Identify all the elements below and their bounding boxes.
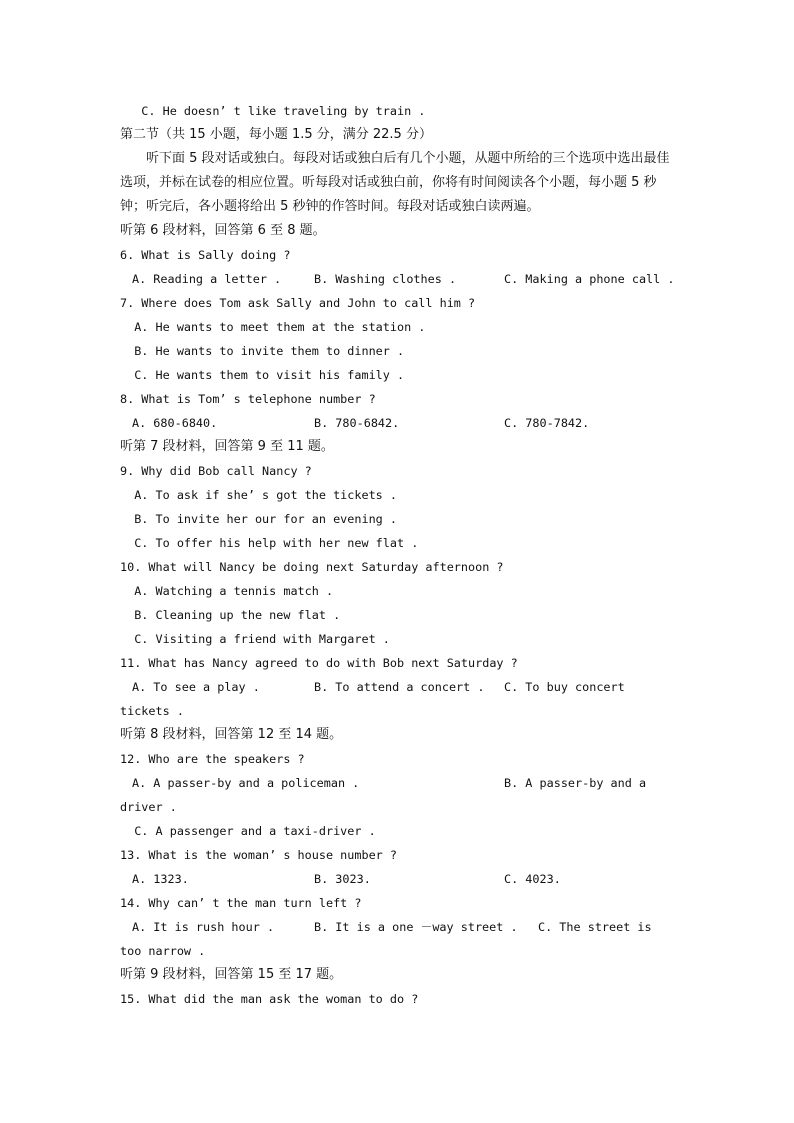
question-13: 13. What is the woman’ s house number ?: [120, 848, 397, 862]
q10-option-a: A. Watching a tennis match .: [120, 584, 334, 598]
question-15: 15. What did the man ask the woman to do ?: [120, 992, 419, 1006]
instructions-paragraph: 听下面 5 段对话或独白。每段对话或独白后有几个小题，从题中所给的三个选项中选出最佳选项，并标在试卷的相应位置。听每段对话或独白前，你将有时间阅读各个小题，每小题 5 秒钟；听完后，各小题将给出 5 秒钟的作答时间。每段对话或独白读两遍。: [120, 151, 670, 214]
question-6-options: [120, 267, 680, 291]
q12-option-b-continued: driver .: [120, 800, 177, 814]
q13-option-c: C. 4023.: [504, 872, 561, 886]
q13-option-b: B. 3023.: [314, 872, 371, 886]
q12-option-b: B. A passer-by and a: [504, 776, 647, 790]
q12-option-c: C. A passenger and a taxi-driver .: [120, 824, 376, 838]
question-11-options: [120, 675, 680, 699]
question-13-options: [120, 867, 680, 891]
q9-option-b: B. To invite her our for an evening .: [120, 512, 397, 526]
q7-option-b: B. He wants to invite them to dinner .: [120, 344, 405, 358]
question-10: 10. What will Nancy be doing next Saturday afternoon ?: [120, 560, 504, 574]
q10-option-c: C. Visiting a friend with Margaret .: [120, 632, 390, 646]
q14-option-a: A. It is rush hour .: [132, 920, 275, 934]
question-9: 9. Why did Bob call Nancy ?: [120, 464, 312, 478]
question-11: 11. What has Nancy agreed to do with Bob next Saturday ?: [120, 656, 518, 670]
question-8-options: [120, 411, 680, 435]
q5-option-c: C. He doesn’ t like traveling by train .: [120, 104, 426, 118]
q12-option-a: A. A passer-by and a policeman .: [132, 776, 360, 790]
q11-option-b: B. To attend a concert .: [314, 680, 485, 694]
q6-option-b: B. Washing clothes .: [314, 272, 457, 286]
question-14-options: [120, 915, 680, 939]
q11-option-c: C. To buy concert: [504, 680, 625, 694]
q7-option-c: C. He wants them to visit his family .: [120, 368, 405, 382]
material-8-header: 听第 8 段材料，回答第 12 至 14 题。: [120, 727, 343, 742]
question-8: 8. What is Tom’ s telephone number ?: [120, 392, 376, 406]
material-7-header: 听第 7 段材料，回答第 9 至 11 题。: [120, 439, 334, 454]
question-12: 12. Who are the speakers ?: [120, 752, 305, 766]
q9-option-c: C. To offer his help with her new flat .: [120, 536, 419, 550]
material-6-header: 听第 6 段材料，回答第 6 至 8 题。: [120, 223, 326, 238]
q7-option-a: A. He wants to meet them at the station .: [120, 320, 426, 334]
q11-option-a: A. To see a play .: [132, 680, 260, 694]
q8-option-c: C. 780-7842.: [504, 416, 590, 430]
q11-option-c-continued: tickets .: [120, 704, 184, 718]
q9-option-a: A. To ask if she’ s got the tickets .: [120, 488, 397, 502]
q14-option-b: B. It is a one －way street .: [314, 920, 518, 934]
q13-option-a: A. 1323.: [132, 872, 189, 886]
question-12-options: [120, 771, 680, 795]
q8-option-b: B. 780-6842.: [314, 416, 400, 430]
question-7: 7. Where does Tom ask Sally and John to call him ?: [120, 296, 476, 310]
q6-option-c: C. Making a phone call .: [504, 272, 675, 286]
question-6: 6. What is Sally doing ?: [120, 248, 291, 262]
q6-option-a: A. Reading a letter .: [132, 272, 282, 286]
question-14: 14. Why can’ t the man turn left ?: [120, 896, 362, 910]
q14-option-c-continued: too narrow .: [120, 944, 206, 958]
q14-option-c: C. The street is: [538, 920, 652, 934]
section-header: 第二节（共 15 小题，每小题 1.5 分，满分 22.5 分）: [120, 127, 432, 142]
material-9-header: 听第 9 段材料，回答第 15 至 17 题。: [120, 967, 343, 982]
q10-option-b: B. Cleaning up the new flat .: [120, 608, 341, 622]
q8-option-a: A. 680-6840.: [132, 416, 218, 430]
